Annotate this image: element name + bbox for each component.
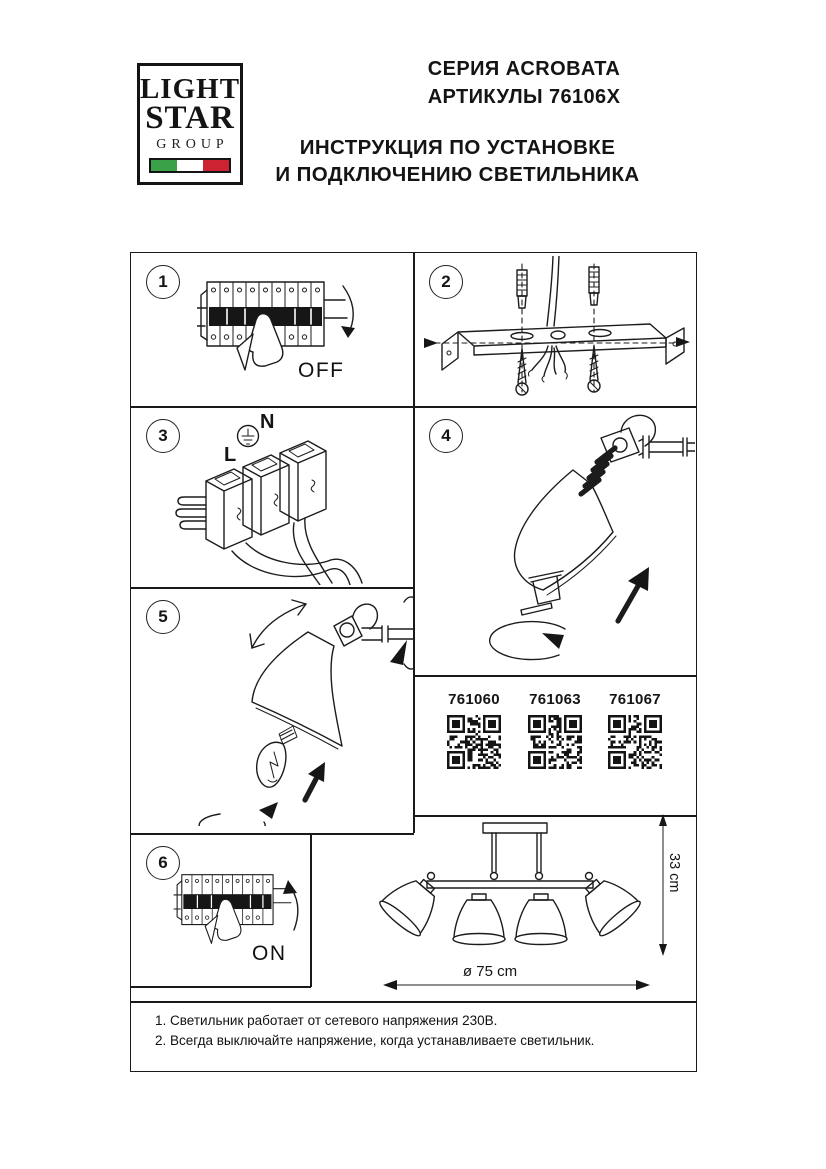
step-number-badge: 3 (146, 419, 180, 453)
step-2-panel (413, 252, 697, 406)
dim-height-label: 33 cm (666, 853, 682, 893)
step-1-panel (130, 252, 413, 406)
insert-arrow (424, 338, 438, 348)
ground-icon (238, 426, 259, 447)
qr-section (413, 675, 697, 815)
flag-green (151, 160, 177, 171)
title-line-1: ИНСТРУКЦИЯ ПО УСТАНОВКЕ (299, 136, 616, 159)
notes-section (155, 1011, 594, 1051)
attach-direction-arrow (618, 586, 638, 621)
step-number-badge: 4 (429, 419, 463, 453)
title-line-2: И ПОДКЛЮЧЕНИЮ СВЕТИЛЬНИКА (275, 163, 640, 186)
step-5-panel (130, 587, 413, 833)
screw-bulb-arrow (199, 814, 265, 826)
terminal-wiring-illustration (168, 413, 408, 585)
live-label: L (224, 444, 237, 466)
logo-light: LIGHT (139, 72, 241, 105)
note-line-1: 1. Светильник работает от сетевого напряжения 230В. (155, 1013, 498, 1028)
qr-code-label: 761063 (529, 691, 581, 708)
swivel-rotate-arrow (404, 597, 414, 669)
article-number: АРТИКУЛЫ 76106X (427, 86, 621, 108)
note-line-2: 2. Всегда выключайте напряжение, когда устанавливаете светильник. (155, 1033, 595, 1048)
logo-group: GROUP (156, 136, 229, 152)
bracket-mounting-illustration (418, 256, 694, 404)
breaker-on-illustration (172, 866, 312, 978)
on-label: ON (252, 942, 287, 965)
series-title: СЕРИЯ ACROBATA (427, 58, 621, 80)
neutral-label: N (260, 411, 275, 433)
bulb-installation-illustration (150, 596, 414, 826)
flag-white (177, 160, 203, 171)
series-header (350, 55, 698, 111)
step-6-panel (130, 833, 310, 987)
candle-bulb-icon (257, 726, 297, 787)
logo-star: STAR (145, 99, 235, 136)
tilt-adjust-arrow (252, 604, 306, 648)
qr-code-image (447, 715, 501, 769)
qr-code-label: 761060 (448, 691, 500, 708)
step-number-badge: 6 (146, 846, 180, 880)
qr-code-image (528, 715, 582, 769)
rotate-up-arrow (291, 888, 298, 930)
qr-code-image (608, 715, 662, 769)
rotate-down-arrow (343, 286, 353, 330)
step-number-badge: 5 (146, 600, 180, 634)
socket-ring-icon (521, 571, 563, 615)
qr-item (606, 691, 664, 774)
insert-bulb-arrow (305, 779, 316, 800)
off-label: OFF (298, 359, 345, 382)
instruction-title (205, 134, 710, 188)
insert-arrow (676, 337, 690, 347)
qr-code-label: 761067 (609, 691, 661, 708)
step-4-panel (413, 406, 697, 675)
step-3-panel (130, 406, 413, 587)
step-number-badge: 1 (146, 265, 180, 299)
dim-diameter-label: ø 75 cm (462, 963, 518, 980)
qr-item (445, 691, 503, 774)
shade-assembly-illustration (425, 408, 695, 670)
qr-item (526, 691, 584, 774)
step-number-badge: 2 (429, 265, 463, 299)
